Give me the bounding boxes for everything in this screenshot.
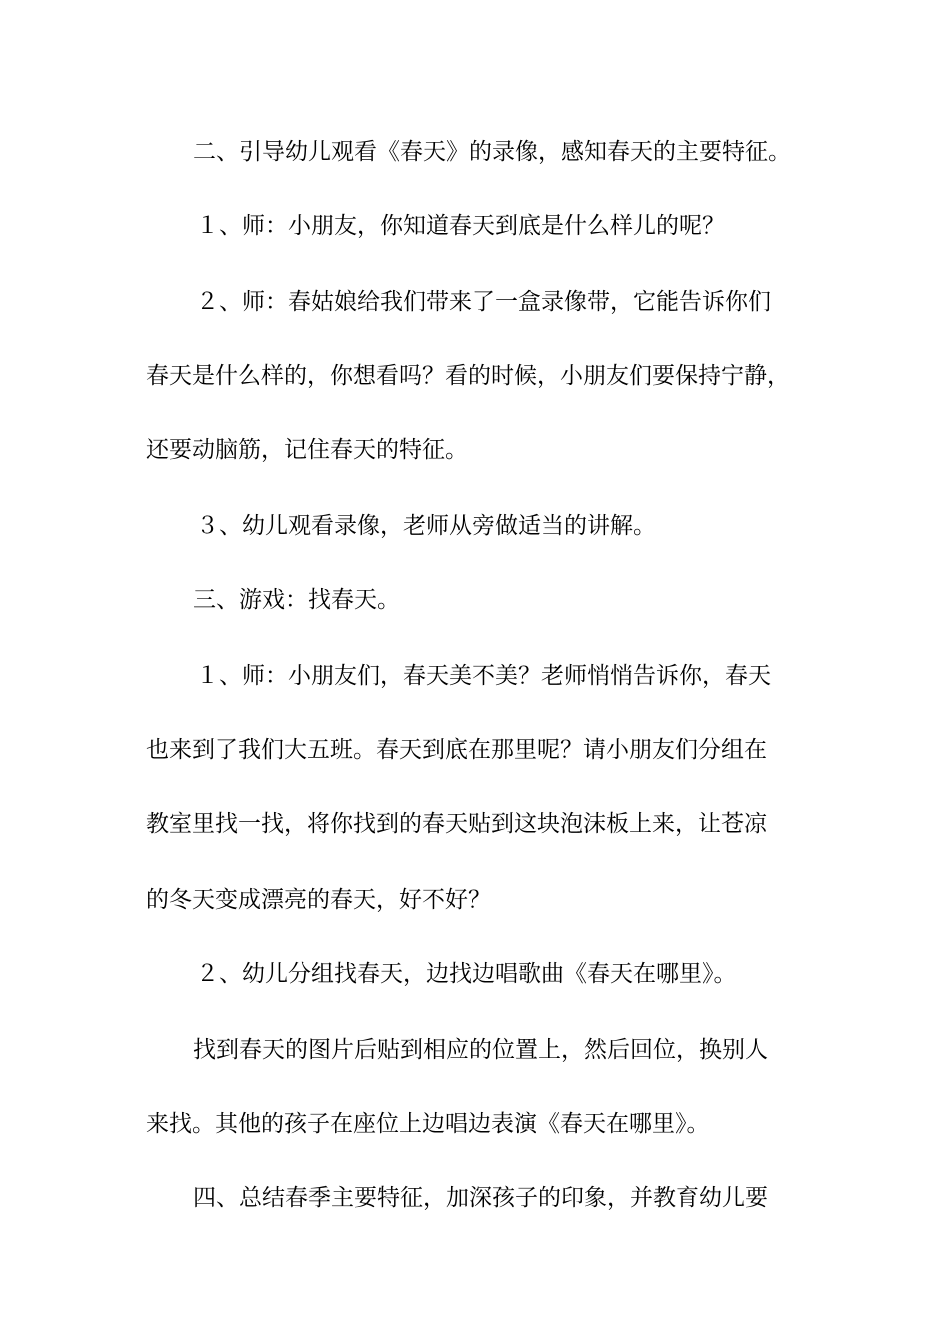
paragraph-line: 教室里找一找，将你找到的春天贴到这块泡沫板上来，让苍凉 xyxy=(146,811,767,837)
section-heading-4: 四、总结春季主要特征，加深孩子的印象，并教育幼儿要 xyxy=(193,1185,768,1211)
section-heading-2: 二、引导幼儿观看《春天》的录像，感知春天的主要特征。 xyxy=(193,139,791,165)
paragraph-line: ３、幼儿观看录像，老师从旁做适当的讲解。 xyxy=(196,513,656,539)
paragraph-line: 的冬天变成漂亮的春天，好不好？ xyxy=(146,887,491,913)
paragraph-line: １、师：小朋友，你知道春天到底是什么样儿的呢？ xyxy=(196,213,725,239)
paragraph-line: 还要动脑筋，记住春天的特征。 xyxy=(146,437,468,463)
paragraph-line: 找到春天的图片后贴到相应的位置上，然后回位，换别人 xyxy=(193,1037,768,1063)
paragraph-line: 春天是什么样的，你想看吗？看的时候，小朋友们要保持宁静， xyxy=(146,363,790,389)
paragraph-line: ２、幼儿分组找春天，边找边唱歌曲《春天在哪里》。 xyxy=(196,961,737,987)
paragraph-line: ２、师：春姑娘给我们带来了一盒录像带，它能告诉你们 xyxy=(196,289,771,315)
paragraph-line: 也来到了我们大五班。春天到底在那里呢？请小朋友们分组在 xyxy=(146,737,767,763)
section-heading-3: 三、游戏：找春天。 xyxy=(193,587,400,613)
paragraph-line: 来找。其他的孩子在座位上边唱边表演《春天在哪里》。 xyxy=(146,1111,710,1137)
paragraph-line: １、师：小朋友们，春天美不美？老师悄悄告诉你，春天 xyxy=(196,663,771,689)
